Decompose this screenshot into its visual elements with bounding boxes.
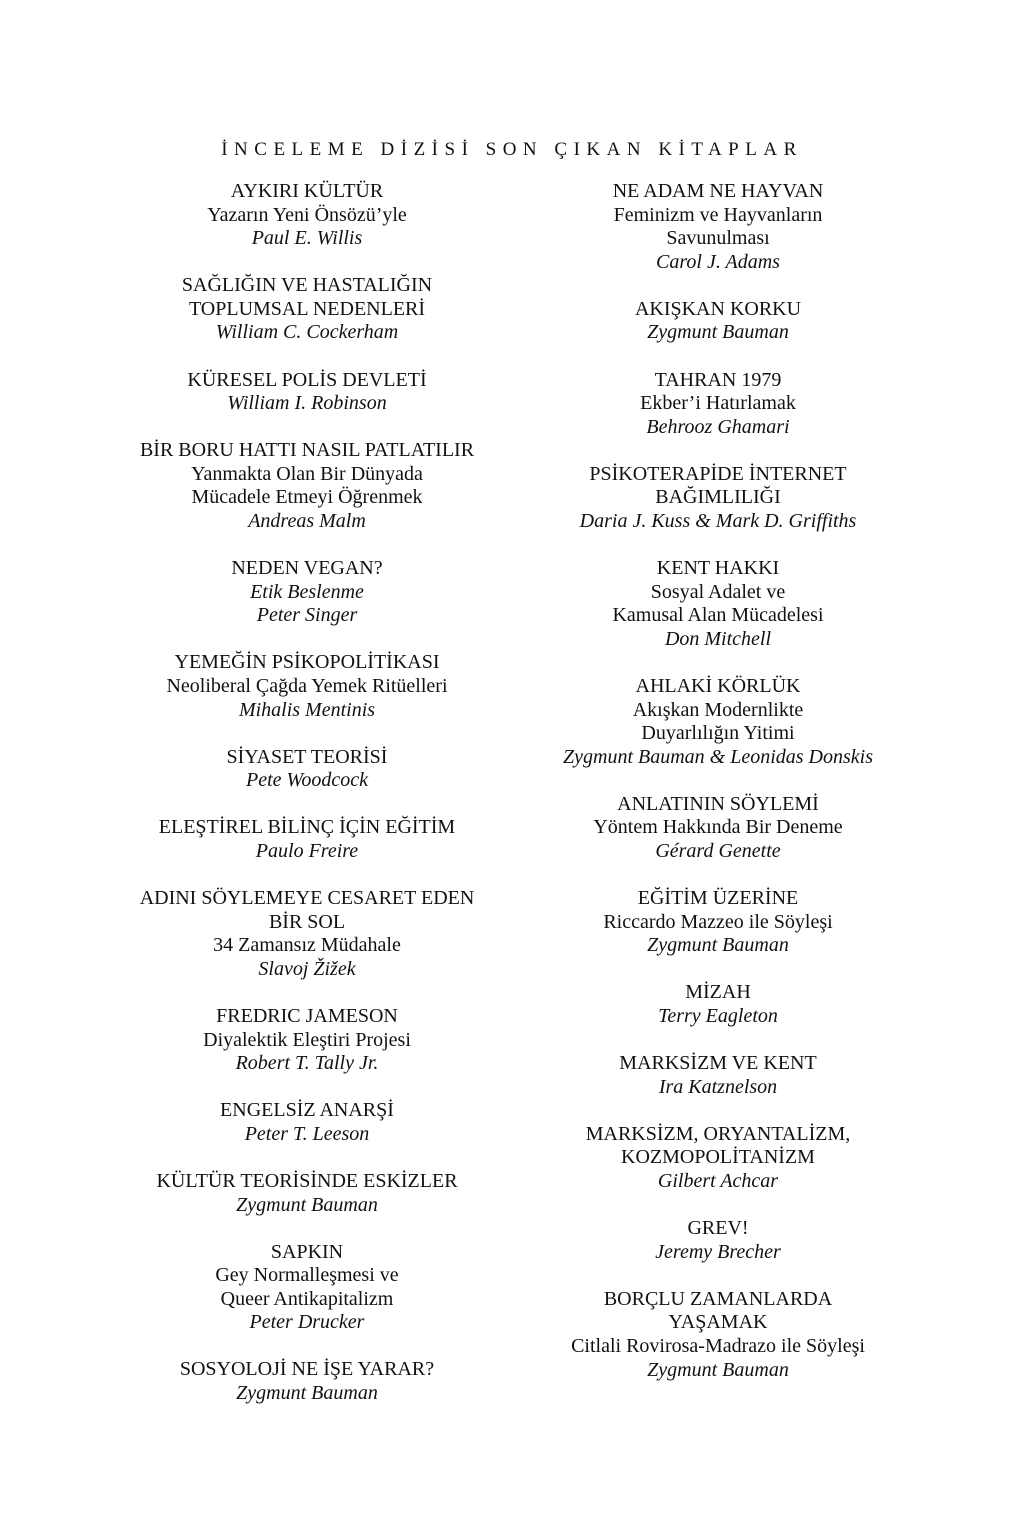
- book-subtitle: Mücadele Etmeyi Öğrenmek: [191, 486, 423, 509]
- book-entry: [512, 1288, 924, 1382]
- book-title: AYKIRI KÜLTÜR: [230, 180, 384, 202]
- book-author: Paulo Freire: [255, 839, 359, 862]
- book-entry: [512, 180, 924, 274]
- book-entry: [512, 557, 924, 651]
- book-title: EĞİTİM ÜZERİNE: [637, 887, 799, 910]
- book-author: Zygmunt Bauman: [647, 1358, 789, 1381]
- book-entry: [512, 981, 924, 1028]
- book-title: MARKSİZM VE KENT: [619, 1052, 817, 1075]
- book-subtitle: Diyalektik Eleştiri Projesi: [203, 1028, 411, 1051]
- book-subtitle: Yöntem Hakkında Bir Deneme: [593, 816, 843, 839]
- book-title: PSİKOTERAPİDE İNTERNET: [589, 462, 847, 485]
- book-subtitle: Feminizm ve Hayvanların: [613, 203, 823, 226]
- book-subtitle: Neoliberal Çağda Yemek Ritüelleri: [166, 675, 448, 697]
- book-entry: [100, 274, 514, 345]
- book-subtitle: Yanmakta Olan Bir Dünyada: [191, 462, 423, 485]
- book-title: ADINI SÖYLEMEYE CESARET EDEN: [139, 887, 475, 910]
- book-title: SAĞLIĞIN VE HASTALIĞIN: [181, 274, 433, 297]
- book-author: Zygmunt Bauman: [647, 934, 789, 957]
- book-author: Zygmunt Bauman: [647, 321, 789, 344]
- book-entry: [100, 1170, 514, 1217]
- book-subtitle: KOZMOPOLİTANİZM: [621, 1146, 815, 1169]
- book-author: Zygmunt Bauman: [236, 1382, 378, 1405]
- book-author: William C. Cockerham: [215, 321, 399, 344]
- book-author: Don Mitchell: [664, 627, 772, 650]
- book-title: TAHRAN 1979: [654, 368, 782, 391]
- book-title: MİZAH: [685, 981, 751, 1004]
- book-author: Daria J. Kuss & Mark D. Griffiths: [579, 510, 857, 533]
- book-entry: [512, 793, 924, 864]
- book-title: AHLAKİ KÖRLÜK: [635, 675, 801, 697]
- book-author: Pete Woodcock: [246, 769, 368, 792]
- book-author: Jeremy Brecher: [655, 1240, 781, 1263]
- book-title: BİR BORU HATTI NASIL PATLATILIR: [139, 439, 475, 462]
- book-author: Andreas Malm: [248, 510, 366, 533]
- book-entry: [100, 1241, 514, 1335]
- book-subtitle: Kamusal Alan Mücadelesi: [612, 604, 824, 627]
- book-title: FREDRIC JAMESON: [216, 1004, 398, 1027]
- book-entry: [512, 675, 924, 769]
- book-title: NE ADAM NE HAYVAN: [612, 180, 824, 202]
- book-author: Peter T. Leeson: [244, 1122, 370, 1145]
- book-subtitle: Riccardo Mazzeo ile Söyleşi: [603, 910, 833, 933]
- book-entry: [100, 557, 514, 628]
- book-entry: [512, 298, 924, 345]
- book-author: Zygmunt Bauman & Leonidas Donskis: [563, 745, 873, 768]
- book-author: Peter Singer: [256, 604, 358, 627]
- book-title: AKIŞKAN KORKU: [634, 297, 802, 320]
- book-title: KÜRESEL POLİS DEVLETİ: [187, 368, 427, 391]
- book-entry: [100, 369, 514, 416]
- book-title: BORÇLU ZAMANLARDA: [603, 1287, 833, 1310]
- book-subtitle: 34 Zamansız Müdahale: [213, 934, 401, 957]
- book-entry: [100, 1099, 514, 1146]
- book-subtitle: Duyarlılığın Yitimi: [641, 722, 795, 745]
- book-entry: [512, 369, 924, 440]
- book-entry: [100, 887, 514, 981]
- book-author: Ira Katznelson: [658, 1075, 778, 1098]
- book-author: Behrooz Ghamari: [646, 415, 790, 438]
- book-subtitle: BAĞIMLILIĞI: [655, 486, 781, 509]
- book-title: KÜLTÜR TEORİSİNDE ESKİZLER: [156, 1169, 458, 1192]
- book-author: Carol J. Adams: [656, 250, 780, 273]
- book-title: YEMEĞİN PSİKOPOLİTİKASI: [174, 651, 440, 674]
- book-subtitle: Gey Normalleşmesi ve: [215, 1264, 399, 1287]
- book-author: Paul E. Willis: [251, 227, 363, 250]
- book-entry: [100, 651, 514, 722]
- book-subtitle: Ekber’i Hatırlamak: [640, 392, 796, 415]
- book-author: Gérard Genette: [655, 840, 781, 863]
- book-author: Slavoj Žižek: [258, 957, 356, 980]
- right-book-column: [512, 180, 924, 1406]
- book-subtitle: Sosyal Adalet ve: [650, 580, 786, 603]
- book-author: Peter Drucker: [249, 1311, 365, 1334]
- book-entry: [100, 439, 514, 533]
- book-entry: [100, 1005, 514, 1076]
- book-entry: [512, 463, 924, 534]
- book-subtitle: BİR SOL: [268, 910, 346, 933]
- book-author: Zygmunt Bauman: [236, 1193, 378, 1216]
- book-title: ENGELSİZ ANARŞİ: [220, 1099, 394, 1122]
- book-entry: [512, 1052, 924, 1099]
- book-author: Gilbert Achcar: [657, 1170, 779, 1192]
- book-author: Etik Beslenme: [250, 580, 364, 603]
- book-entry: [100, 180, 514, 251]
- book-author: Terry Eagleton: [658, 1005, 778, 1028]
- book-entry: [100, 746, 514, 793]
- book-title: NEDEN VEGAN?: [231, 557, 383, 580]
- book-subtitle: Savunulması: [666, 227, 770, 250]
- book-title: MARKSİZM, ORYANTALİZM,: [585, 1122, 851, 1145]
- book-entry: [512, 887, 924, 958]
- book-title: ANLATININ SÖYLEMİ: [617, 792, 819, 815]
- book-title: ELEŞTİREL BİLİNÇ İÇİN EĞİTİM: [158, 816, 456, 839]
- book-title: KENT HAKKI: [656, 557, 780, 580]
- book-title: SAPKIN: [270, 1240, 344, 1263]
- book-subtitle: Akışkan Modernlikte: [632, 698, 804, 721]
- book-entry: [100, 1358, 514, 1405]
- book-subtitle: YAŞAMAK: [668, 1311, 768, 1334]
- book-title: SOSYOLOJİ NE İŞE YARAR?: [179, 1358, 435, 1381]
- book-entry: [100, 816, 514, 863]
- left-book-column: [100, 180, 514, 1429]
- book-title: SİYASET TEORİSİ: [226, 745, 388, 768]
- book-author: Mihalis Mentinis: [238, 698, 376, 721]
- book-subtitle: TOPLUMSAL NEDENLERİ: [188, 297, 426, 320]
- book-entry: [512, 1217, 924, 1264]
- book-subtitle: Citlali Rovirosa-Madrazo ile Söyleşi: [571, 1334, 865, 1357]
- series-title: İNCELEME DİZİSİ SON ÇIKAN KİTAPLAR: [221, 139, 803, 160]
- book-entry: [512, 1123, 924, 1194]
- book-subtitle: Yazarın Yeni Önsözü’yle: [207, 203, 407, 226]
- book-title: GREV!: [687, 1217, 749, 1240]
- book-subtitle: Queer Antikapitalizm: [220, 1287, 394, 1310]
- book-author: William I. Robinson: [227, 392, 387, 415]
- book-author: Robert T. Tally Jr.: [235, 1052, 379, 1075]
